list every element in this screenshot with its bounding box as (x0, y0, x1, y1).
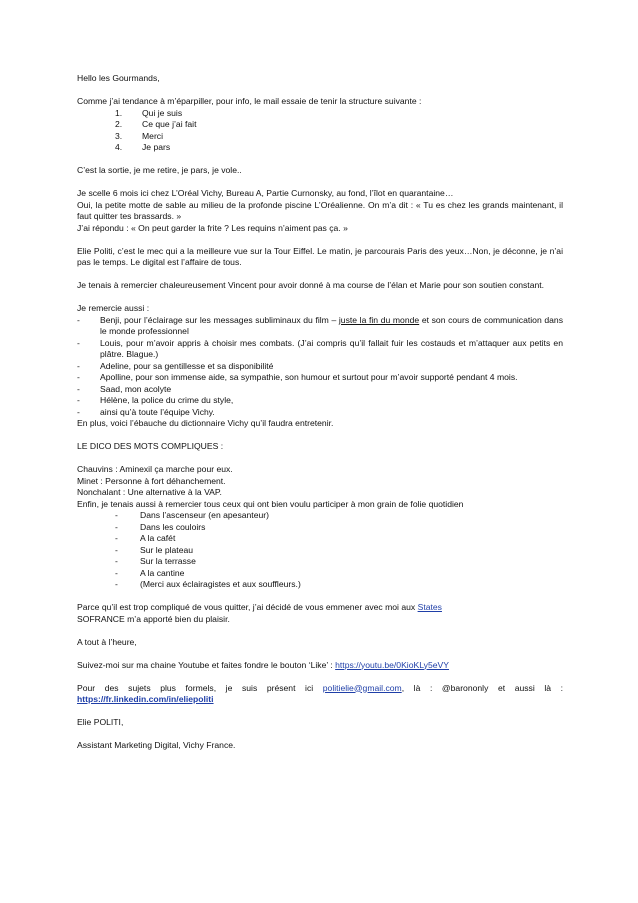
list-item: - Hélène, la police du crime du style, (77, 395, 234, 405)
list-item: - Dans l’ascenseur (en apesanteur) (115, 510, 269, 520)
signature-name: Elie POLITI, (77, 717, 124, 727)
remercie-title: Je remercie aussi : (77, 303, 150, 313)
letter-body (77, 73, 563, 752)
list-item: - Saad, mon acolyte (77, 383, 172, 394)
intro-line: Comme j’ai tendance à m’éparpiller, pour info, le mail essaie de tenir la structure suivante : (77, 96, 422, 106)
linkedin-link[interactable]: https://fr.linkedin.com/in/eliepoliti (77, 694, 214, 704)
list-item: - Adeline, pour sa gentillesse et sa disponibilité (77, 360, 274, 371)
list-item: 3. Merci (115, 130, 164, 141)
scelle-line: Je scelle 6 mois ici chez L’Oréal Vichy, Bureau A, Partie Curnonsky, au fond, l’îlot en quarantaine… (77, 188, 454, 198)
signature-title: Assistant Marketing Digital, Vichy France. (77, 740, 236, 750)
list-item: - Benji, pour l’éclairage sur les messages subliminaux du film – juste la fin du monde et son cours de communication dans le monde professionnel (77, 314, 564, 336)
list-item: 1. Qui je suis (115, 107, 183, 118)
states-link[interactable]: States (417, 602, 442, 612)
list-item: - Sur la terrasse (115, 556, 196, 566)
list-item: 2. Ce que j’ai fait (115, 119, 197, 129)
repondu-line: J’ai répondu : « On peut garder la frite ? Les requins n’aiment pas ça. » (77, 222, 348, 233)
dico-entry: Enfin, je tenais aussi à remercier tous ceux qui ont bien voulu participer à mon grain de folie quotidien (77, 498, 464, 509)
thanks-list (77, 315, 563, 419)
list-item: - ainsi qu’à toute l’équipe Vichy. (77, 406, 215, 417)
list-item: - Louis, pour m’avoir appris à choisir mes combats. (J’ai compris qu’il fallait fuir les costauds et m’attaquer aux petits en plâtre. Blague.) (77, 337, 563, 359)
list-item: - A la cantine (115, 567, 185, 578)
structure-list (77, 108, 563, 154)
list-item: - Sur le plateau (115, 544, 194, 555)
places-list (77, 510, 563, 591)
sofrance-line: SOFRANCE m’a apporté bien du plaisir. (77, 613, 230, 624)
linkedin-line (77, 694, 563, 706)
film-title: juste la fin du monde (338, 314, 420, 325)
dico-entry: Nonchalant : Une alternative à la VAP. (77, 487, 222, 497)
list-item: 4. Je pars (115, 142, 171, 152)
list-item: - A la cafét (115, 533, 176, 543)
dico-entries (77, 464, 563, 510)
remercier-paragraph: Je tenais à remercier chaleureusement Vincent pour avoir donné à ma course de l’élan et Marie pour son soutien constant. (77, 280, 545, 290)
email-link[interactable]: politielie@gmail.com (322, 682, 402, 693)
greeting: Hello les Gourmands, (77, 73, 160, 83)
motte-paragraph: Oui, la petite motte de sable au milieu de la profonde piscine L’Oréalienne. On m’a dit : « Tu es chez les grands maintenant, il faut quitter tes brassards. » (77, 199, 563, 221)
dico-title: LE DICO DES MOTS COMPLIQUES : (77, 441, 224, 451)
dico-intro: En plus, voici l’ébauche du dictionnaire Vichy qu’il faudra entretenir. (77, 418, 334, 428)
dico-entry: Minet : Personne à fort déhanchement. (77, 475, 226, 486)
youtube-line: Suivez-moi sur ma chaine Youtube et faites fondre le bouton ‘Like’ : https://youtu.be/0KioKLy5eVY (77, 659, 450, 670)
list-item: - Dans les couloirs (115, 521, 206, 532)
list-item: - Apolline, pour son immense aide, sa sympathie, son humour et surtout pour m’avoir supporté pendant 4 mois. (77, 372, 518, 382)
states-line: Parce qu’il est trop compliqué de vous quitter, j’ai décidé de vous emmener avec moi aux States (77, 602, 442, 612)
contact-line: Pour des sujets plus formels, je suis présent ici politielie@gmail.com, là : @barononly et aussi là : (77, 682, 564, 693)
sortie-line: C’est la sortie, je me retire, je pars, je vole.. (77, 165, 242, 175)
youtube-link[interactable]: https://youtu.be/0KioKLy5eVY (335, 659, 450, 670)
list-item: - (Merci aux éclairagistes et aux souffleurs.) (115, 579, 301, 589)
elie-paragraph: Elie Politi, c’est le mec qui a la meilleure vue sur la Tour Eiffel. Le matin, je parcourais Paris des yeux…Non, je déconne, je n’ai pas le temps. Le digital est l’affaire de tous. (77, 245, 563, 267)
dico-entry: Chauvins : Aminexil ça marche pour eux. (77, 464, 233, 474)
bientot-line: A tout à l’heure, (77, 636, 137, 647)
